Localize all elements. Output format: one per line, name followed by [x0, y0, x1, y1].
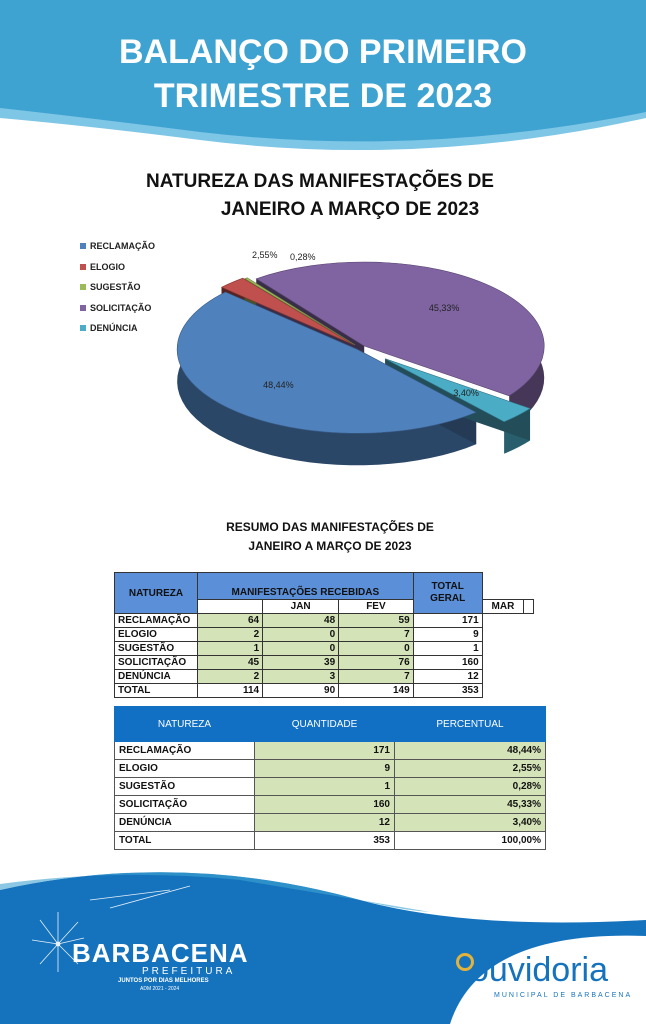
percent-value: 3,40% [395, 814, 546, 832]
row-label: SUGESTÃO [115, 642, 198, 656]
month-value: 7 [339, 628, 414, 642]
pie-data-label: 0,28% [290, 252, 316, 262]
header-total-2: GERAL [430, 593, 466, 604]
row-label: ELOGIO [115, 628, 198, 642]
logo-slogan: JUNTOS POR DIAS MELHORES [118, 978, 209, 984]
summary-table [114, 572, 534, 698]
chart-title-line2: JANEIRO A MARÇO DE 2023 [220, 199, 480, 220]
row-total: 353 [413, 684, 482, 698]
pie-data-label: 45,33% [428, 303, 460, 314]
table-row [115, 656, 534, 670]
month-value: 64 [198, 614, 263, 628]
row-label: ELOGIO [115, 760, 255, 778]
legend-label: RECLAMAÇÃO [90, 241, 155, 252]
ouvidoria-logo-sub: MUNICIPAL DE BARBACENA [494, 992, 633, 999]
row-label: DENÚNCIA [115, 814, 255, 832]
header-quantidade: QUANTIDADE [255, 707, 395, 742]
percent-value: 0,28% [395, 778, 546, 796]
logo-term: ADM 2021 - 2024 [140, 986, 180, 992]
percent-value: 2,55% [395, 760, 546, 778]
total-row [115, 684, 534, 698]
logo-sub: PREFEITURA [142, 966, 236, 977]
month-header: MAR [482, 600, 524, 614]
quantity-value: 171 [255, 742, 395, 760]
table-row [115, 760, 546, 778]
row-total: 171 [413, 614, 482, 628]
month-value: 48 [263, 614, 339, 628]
month-value: 0 [263, 642, 339, 656]
logo-main: BARBACENA [72, 938, 249, 968]
pie-chart [0, 230, 646, 500]
header-natureza: NATUREZA [115, 573, 198, 614]
header-total-geral [413, 573, 482, 614]
month-value: 149 [339, 684, 414, 698]
month-value: 1 [198, 642, 263, 656]
row-total: 160 [413, 656, 482, 670]
quantity-value: 1 [255, 778, 395, 796]
row-label: DENÚNCIA [115, 670, 198, 684]
percent-value: 48,44% [395, 742, 546, 760]
percent-value: 45,33% [395, 796, 546, 814]
row-label: RECLAMAÇÃO [115, 614, 198, 628]
row-label: TOTAL [115, 832, 255, 850]
row-total: 9 [413, 628, 482, 642]
table-row [115, 670, 534, 684]
chart-title-line1: NATUREZA DAS MANIFESTAÇÕES DE [146, 171, 494, 192]
quantity-value: 12 [255, 814, 395, 832]
header-total-1: TOTAL [431, 581, 464, 592]
pie-data-label: 48,44% [263, 379, 294, 390]
header-natureza: NATUREZA [115, 707, 255, 742]
table-row [115, 814, 546, 832]
month-value: 0 [339, 642, 414, 656]
quantity-value: 160 [255, 796, 395, 814]
row-total: 1 [413, 642, 482, 656]
month-value: 45 [198, 656, 263, 670]
row-label: SUGESTÃO [115, 778, 255, 796]
header-recebidas: MANIFESTAÇÕES RECEBIDAS [198, 573, 414, 600]
header-title-line2: TRIMESTRE DE 2023 [153, 77, 493, 115]
pie-data-label: 3,40% [453, 387, 479, 398]
month-value: 90 [263, 684, 339, 698]
month-value: 76 [339, 656, 414, 670]
percent-value: 100,00% [395, 832, 546, 850]
month-value: 114 [198, 684, 263, 698]
ouvidoria-logo-text: ouvidoria [470, 951, 608, 989]
month-value: 7 [339, 670, 414, 684]
month-value: 3 [263, 670, 339, 684]
legend-label: ELOGIO [90, 261, 126, 272]
month-header: JAN [263, 600, 339, 614]
header-title-line1: BALANÇO DO PRIMEIRO [119, 33, 527, 71]
table-row [115, 642, 534, 656]
table-row [115, 742, 546, 760]
row-label: TOTAL [115, 684, 198, 698]
pie-data-label: 2,55% [252, 250, 278, 260]
month-value: 2 [198, 628, 263, 642]
month-value: 2 [198, 670, 263, 684]
legend-label: SUGESTÃO [90, 282, 141, 293]
table-row [115, 614, 534, 628]
summary-title-line2: JANEIRO A MARÇO DE 2023 [248, 539, 412, 553]
header-percentual: PERCENTUAL [395, 707, 546, 742]
month-header: FEV [339, 600, 414, 614]
blank-cell [524, 600, 534, 614]
legend-label: SOLICITAÇÃO [90, 302, 152, 313]
month-value: 0 [263, 628, 339, 642]
legend-label: DENÚNCIA [90, 323, 138, 334]
month-value: 59 [339, 614, 414, 628]
summary-title-line1: RESUMO DAS MANIFESTAÇÕES DE [226, 520, 434, 534]
table-row [115, 796, 546, 814]
total-row [115, 832, 546, 850]
quantity-value: 353 [255, 832, 395, 850]
row-label: RECLAMAÇÃO [115, 742, 255, 760]
row-total: 12 [413, 670, 482, 684]
quantity-value: 9 [255, 760, 395, 778]
table-row [115, 628, 534, 642]
row-label: SOLICITAÇÃO [115, 656, 198, 670]
quantity-table [114, 706, 546, 850]
month-value: 39 [263, 656, 339, 670]
row-label: SOLICITAÇÃO [115, 796, 255, 814]
table-row [115, 778, 546, 796]
blank-cell [198, 600, 263, 614]
